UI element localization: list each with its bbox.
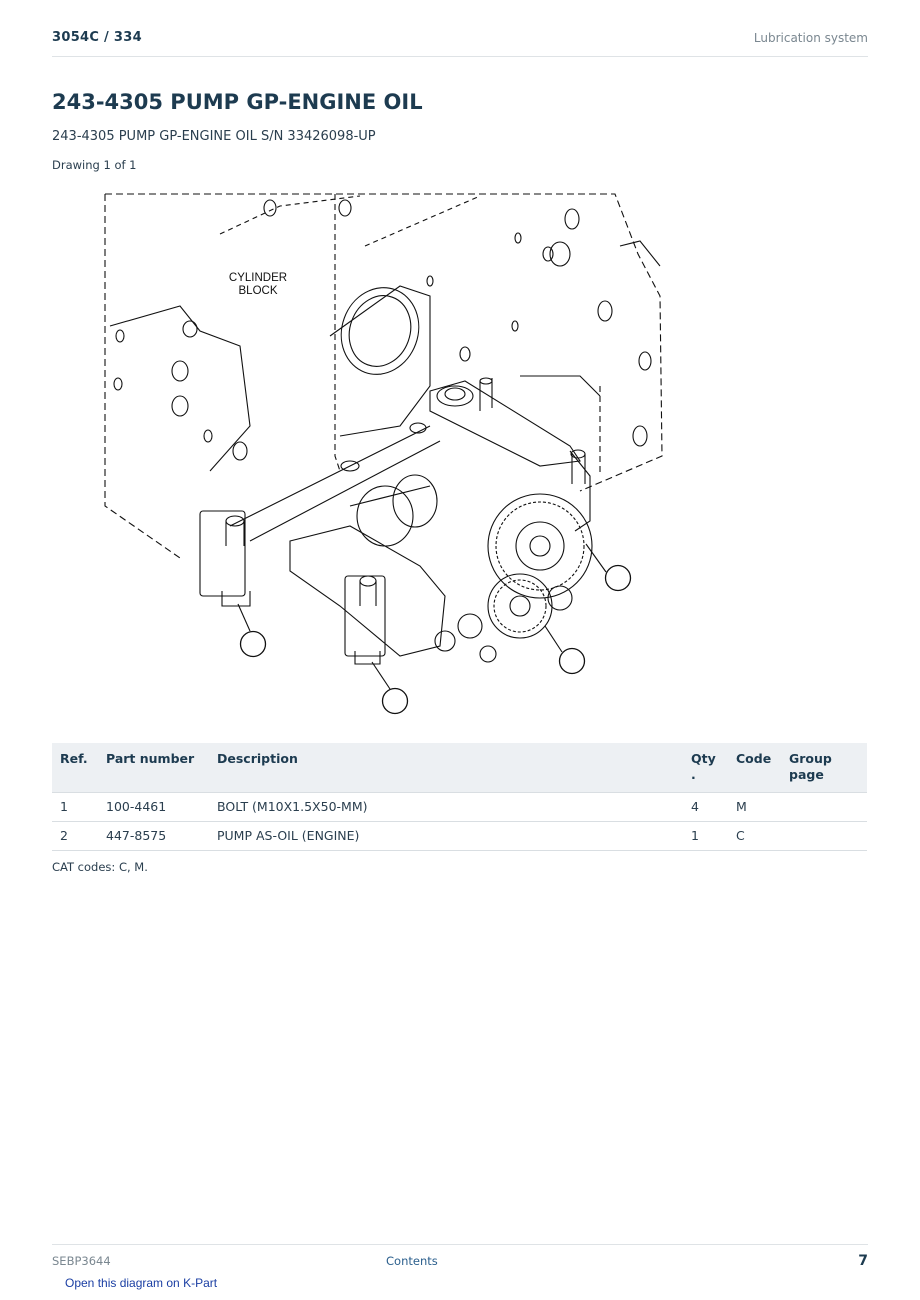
table-row [52, 793, 867, 822]
table-row [52, 822, 867, 851]
callout-line-1: CYLINDER [228, 272, 288, 284]
contents-link[interactable]: Contents [386, 1254, 438, 1268]
cell-code: M [728, 793, 781, 822]
section-label: Lubrication system [753, 31, 868, 45]
callout-line-2: BLOCK [238, 285, 278, 297]
cell-code: C [728, 822, 781, 851]
cell-description: BOLT (M10X1.5X50-MM) [209, 793, 683, 822]
cell-ref: 2 [52, 822, 98, 851]
page-subtitle: 243-4305 PUMP GP-ENGINE OIL S/N 33426098-UP [52, 129, 376, 144]
col-qty: Qty . [683, 743, 728, 793]
col-code: Code [728, 743, 781, 793]
document-id: SEBP3644 [52, 1254, 111, 1268]
col-group-page: Group page [781, 743, 867, 793]
cell-description: PUMP AS-OIL (ENGINE) [209, 822, 683, 851]
page-header [52, 28, 868, 57]
page-title: 243-4305 PUMP GP-ENGINE OIL [52, 90, 423, 114]
cell-group-page [781, 793, 867, 822]
cylinder-block-callout [218, 272, 298, 298]
drawing-count-label: Drawing 1 of 1 [52, 158, 137, 172]
parts-diagram [100, 186, 840, 722]
cell-part-number: 447-8575 [98, 822, 209, 851]
col-ref: Ref. [52, 743, 98, 793]
page-footer [52, 1244, 868, 1275]
model-label: 3054C / 334 [52, 30, 142, 45]
cell-qty: 1 [683, 822, 728, 851]
table-header-row [52, 743, 867, 793]
parts-table [52, 743, 867, 851]
cell-part-number: 100-4461 [98, 793, 209, 822]
cell-ref: 1 [52, 793, 98, 822]
page-number: 7 [858, 1253, 868, 1269]
cell-qty: 4 [683, 793, 728, 822]
col-description: Description [209, 743, 683, 793]
cat-codes-note: CAT codes: C, M. [52, 860, 148, 874]
cell-group-page [781, 822, 867, 851]
col-part-number: Part number [98, 743, 209, 793]
open-in-kpart-link[interactable]: Open this diagram on K-Part [65, 1276, 218, 1290]
